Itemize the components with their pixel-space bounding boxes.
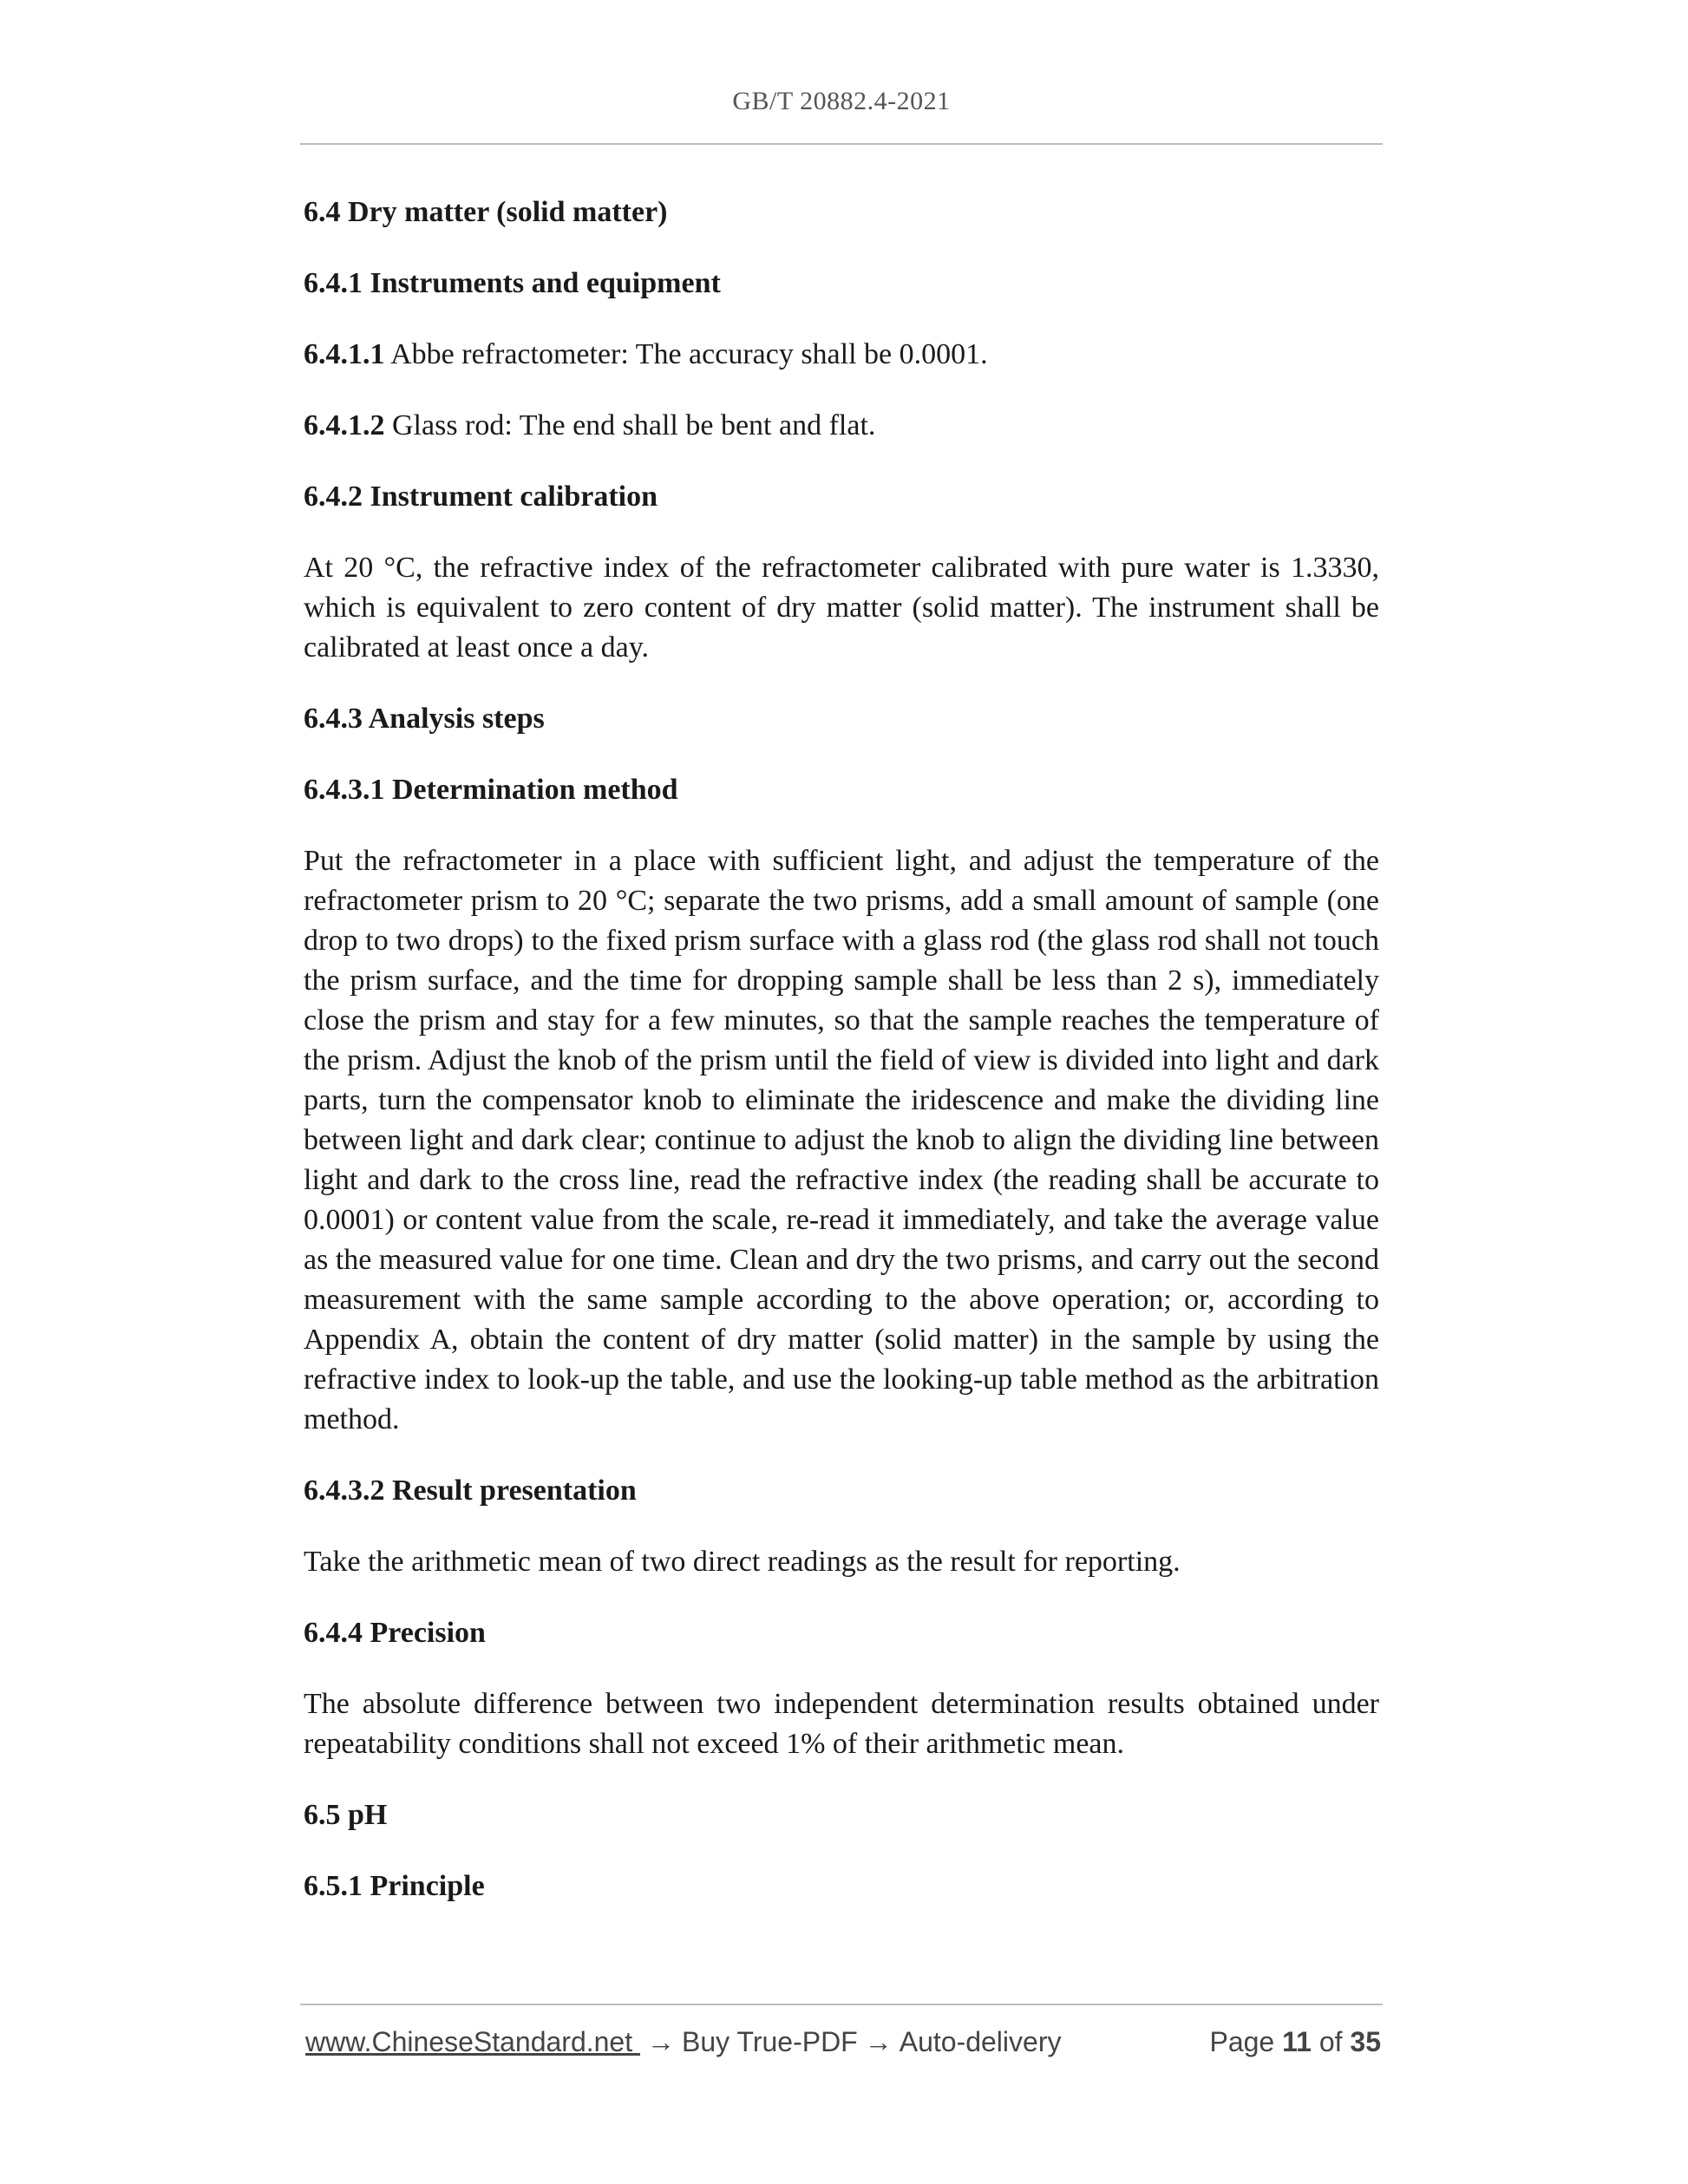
clause-6-4-1-1 (304, 335, 1379, 375)
document-body (304, 193, 1379, 1938)
section-6-5-title: 6.5 pH (304, 1799, 388, 1831)
section-6-4-3-1-title: 6.4.3.1 Determination method (304, 774, 678, 806)
section-6-4-2-text: At 20 °C, the refractive index of the refractometer calibrated with pure water is 1.3330, which is equivalent to zero content of dry matter (solid matter). The instrument shall be calibrated at least once a day. (304, 552, 1379, 664)
section-6-4-3-title: 6.4.3 Analysis steps (304, 703, 545, 735)
header-divider (300, 143, 1383, 145)
page-current: 11 (1282, 2026, 1312, 2057)
section-6-4-4-text: The absolute difference between two independent determination results obtained under repeatability conditions shall not exceed 1% of their arithmetic mean. (304, 1688, 1379, 1760)
page-of: of (1318, 2026, 1343, 2057)
page-indicator (1209, 2026, 1381, 2058)
page-label: Page (1209, 2026, 1275, 2057)
page-footer (305, 2026, 1381, 2058)
section-6-4-1-title: 6.4.1 Instruments and equipment (304, 267, 721, 299)
buy-true-pdf-text: Buy True-PDF (682, 2026, 858, 2057)
section-6-4-3-2-title: 6.4.3.2 Result presentation (304, 1475, 637, 1507)
section-6-4-3-1-text: Put the refractometer in a place with sufficient light, and adjust the temperature of the refractometer prism to 20 °C; separate the two prisms, add a small amount of sample (one drop to two drops) to the fixed prism surface with a glass rod (the glass rod shall not touch the prism surface, and the time for dropping sample shall be less than 2 s), immediately close the prism and stay for a few minutes, so that the sample reaches the temperature of the prism. Adjust the knob of the prism until the field of view is divided into light and dark parts, turn the compensator knob to eliminate the iridescence and make the dividing line between light and dark clear; continue to adjust the knob to align the dividing line between light and dark to the cross line, read the refractive index (the reading shall be accurate to 0.0001) or content value from the scale, re-read it immediately, and take the average value as the measured value for one time. Clean and dry the two prisms, and carry out the second measurement with the same sample according to the above operation; or, according to Appendix A, obtain the content of dry matter (solid matter) in the sample by using the refractive index to look-up the table, and use the looking-up table method as the arbitration method. (304, 845, 1379, 1435)
clause-6-4-1-2 (304, 406, 1379, 446)
clause-6-4-1-2-text: Glass rod: The end shall be bent and flat. (384, 409, 876, 441)
page-header: GB/T 20882.4-2021 (732, 87, 951, 115)
site-link[interactable]: www.ChineseStandard.net (305, 2026, 640, 2057)
footer-promo (305, 2026, 1061, 2058)
arrow-right-icon: → (864, 2026, 893, 2057)
section-6-4-2-title: 6.4.2 Instrument calibration (304, 481, 658, 513)
section-6-4-3-2-text: Take the arithmetic mean of two direct readings as the result for reporting. (304, 1546, 1181, 1578)
section-6-4-title: 6.4 Dry matter (solid matter) (304, 196, 668, 228)
page-total: 35 (1350, 2026, 1381, 2057)
section-6-5-1-title: 6.5.1 Principle (304, 1870, 485, 1902)
clause-6-4-1-1-number: 6.4.1.1 (304, 338, 385, 370)
arrow-right-icon: → (647, 2026, 675, 2057)
clause-6-4-1-2-number: 6.4.1.2 (304, 409, 385, 441)
footer-divider (300, 2004, 1383, 2005)
clause-6-4-1-1-text: Abbe refractometer: The accuracy shall be 0.0001. (384, 338, 988, 370)
section-6-4-4-title: 6.4.4 Precision (304, 1617, 486, 1649)
auto-delivery-text: Auto-delivery (899, 2026, 1062, 2057)
